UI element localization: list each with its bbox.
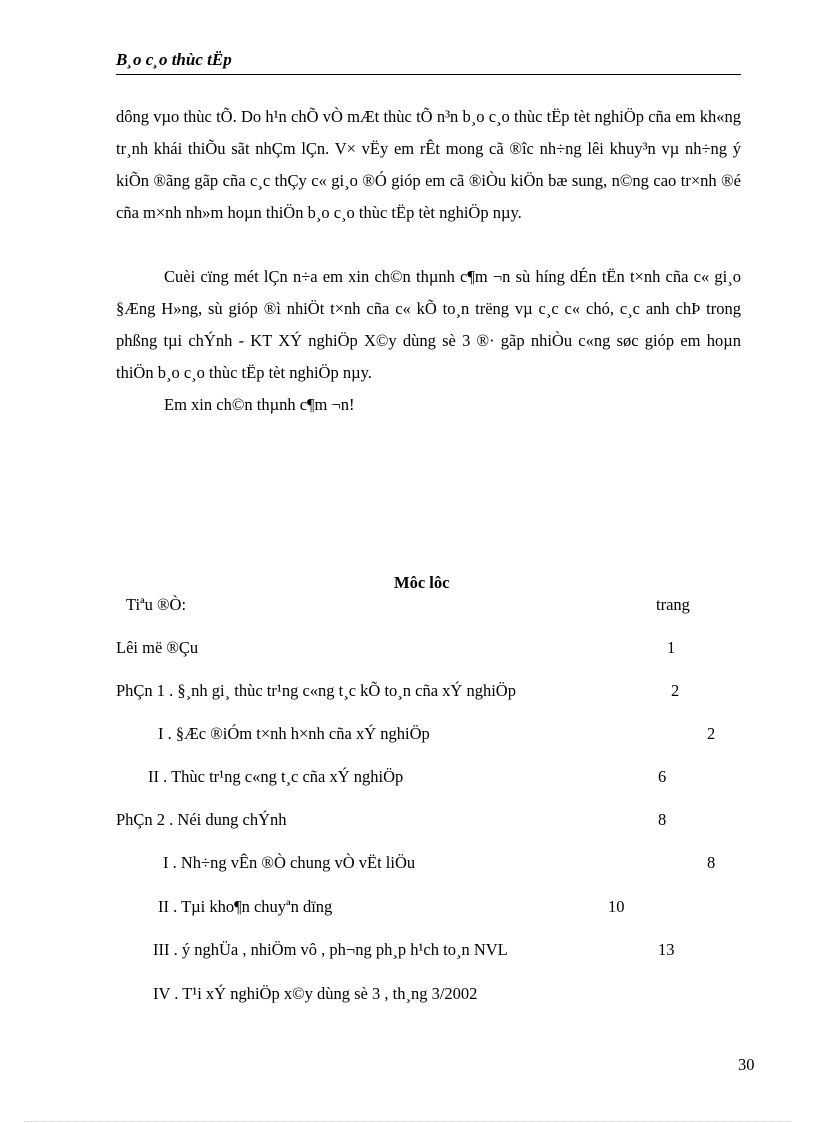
toc-item-label: III . ý nghÜa , nhiÖm vô , ph¬ng ph¸p h¹ch to¸n NVL: [153, 940, 508, 959]
footer-divider: [24, 1121, 792, 1122]
paragraph-1: dông vµo thùc tÕ. Do h¹n chÕ vÒ mÆt thùc tÕ n³n b¸o c¸o thùc tËp tèt nghiÖp cña em kh«ng tr¸nh khái thiÕu sãt nhÇm lÇn. V× vËy em rÊt mong cã ®îc nh÷ng lêi khuy³n vµ nh÷ng ý kiÕn ®ãng gãp cña c¸c thÇy c« gi¸o ®Ó gióp em cã ®iÒu kiÖn bæ sung, n©ng cao tr×nh ®é cña m×nh nh»m hoµn thiÖn b¸o c¸o thùc tËp tèt nghiÖp nµy.: [116, 107, 741, 222]
toc-item-label: II . Thùc tr¹ng c«ng t¸c cña xÝ nghiÖp: [148, 767, 404, 786]
toc-item-label: PhÇn 1 . §¸nh gi¸ thùc tr¹ng c«ng t¸c kÕ to¸n cña xÝ nghiÖp: [116, 681, 516, 700]
toc-item-page: 1: [667, 638, 676, 657]
toc-item-page: 6: [658, 767, 667, 786]
page-header: [116, 50, 741, 75]
toc-item-page: 13: [658, 940, 675, 959]
paragraph-3: Em xin ch©n thµnh c¶m ¬n!: [164, 395, 355, 414]
toc-item-label: I . §Æc ®iÓm t×nh h×nh cña xÝ nghiÖp: [158, 724, 430, 743]
header-title: B¸o c¸o thùc tËp: [116, 50, 232, 69]
toc-item-label: I . Nh÷ng vÊn ®Ò chung vÒ vËt liÖu: [163, 853, 416, 872]
toc-item-page: 2: [707, 724, 716, 743]
toc-title: Môc lôc: [394, 573, 450, 592]
paragraph-2: Cuèi cïng mét lÇn n÷a em xin ch©n thµnh c¶m ¬n sù híng dÉn tËn t×nh cña c« gi¸o §Æng H»ng, sù gióp ®ì nhiÖt t×nh cña c« kÕ to¸n trëng vµ c¸c c« chó, c¸c anh chÞ trong phßng tµi chÝnh - KT XÝ nghiÖp X©y dùng sè 3 ®· gãp nhiÒu c«ng søc gióp em hoµn thiÖn b¸o c¸o thùc tËp tèt nghiÖp nµy.: [116, 267, 741, 382]
toc-item-page: 2: [671, 681, 680, 700]
toc-item-label: PhÇn 2 . Néi dung chÝnh: [116, 810, 287, 829]
toc-item-label: IV . T¹i xÝ nghiÖp x©y dùng sè 3 , th¸ng 3/2002: [153, 984, 478, 1003]
toc-column-page: trang: [656, 595, 690, 614]
toc-item-page: 8: [658, 810, 667, 829]
toc-item-page: 8: [707, 853, 716, 872]
toc-item-label: II . Tµi kho¶n chuyªn dïng: [158, 897, 333, 916]
toc-column-title: Tiªu ®Ò:: [126, 595, 187, 614]
toc-item-page: 10: [608, 897, 625, 916]
toc-item-label: Lêi më ®Çu: [116, 638, 199, 657]
page-number: 30: [738, 1055, 755, 1074]
